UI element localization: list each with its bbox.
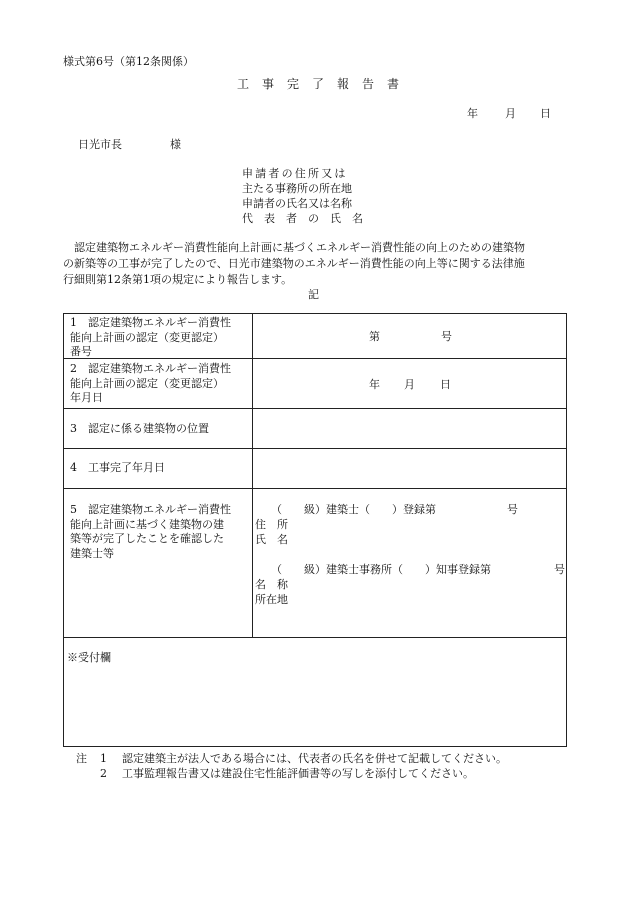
row-divider [64,448,566,449]
row1-go: 号 [441,330,452,343]
row-divider [64,637,566,638]
column-divider [252,314,253,637]
applicant-address-label: 申請者の住所又は [242,167,348,180]
row-divider [64,488,566,489]
note1-number: 1 [100,752,107,765]
note2-number: 2 [100,767,107,780]
row2-label-line1: 2 認定建築物エネルギー消費性 [70,362,231,375]
applicant-name-label: 申請者の氏名又は名称 [242,197,352,210]
row2-day: 日 [440,378,451,391]
office-name-label: 名 称 [255,578,288,591]
row1-label-line1: 1 認定建築物エネルギー消費性 [70,316,231,329]
row5-label-line4: 建築士等 [70,546,114,560]
body-text-line-1: 認定建築物エネルギー消費性能向上計画に基づくエネルギー消費性能の向上のための建築物 [63,241,525,254]
office-registration-line: （ 級）建築士事務所（ ）知事登録第 [271,563,491,576]
addressee-name: 日光市長 [78,138,122,151]
row1-dai: 第 [369,330,380,343]
architect-registration-line: （ 級）建築士（ ）登録第 [271,503,436,516]
note1-text: 認定建築主が法人である場合には、代表者の氏名を併せて記載してください。 [122,752,507,765]
row5-label-line1: 5 認定建築物エネルギー消費性 [70,503,231,516]
ki-heading: 記 [308,288,319,301]
office-location-label: 所在地 [255,593,288,606]
row4-label: 4 工事完了年月日 [70,461,165,474]
addressee-honorific: 様 [170,138,181,151]
architect-address-label: 住 所 [255,518,288,531]
row2-month: 月 [404,378,415,391]
row5-label-line3: 築等が完了したことを確認した [70,532,224,545]
row2-label-line3: 年月日 [70,391,103,404]
body-text-line-3: 行細則第12条第1項の規定により報告します。 [63,273,293,286]
architect-name-label: 氏 名 [255,533,288,546]
row-divider [64,358,566,359]
row1-label-line3: 番号 [70,345,92,358]
row3-label: 3 認定に係る建築物の位置 [70,422,209,435]
row-divider [64,408,566,409]
report-table [63,313,567,747]
applicant-office-label: 主たる事務所の所在地 [242,182,352,195]
notes-label: 注 [76,752,87,765]
body-text-line-2: の新築等の工事が完了したので、日光市建築物のエネルギー消費性能の向上等に関する法律施 [63,257,525,270]
date-day-label: 日 [540,107,551,120]
date-year-label: 年 [467,107,478,120]
row2-label-line2: 能向上計画の認定（変更認定） [70,376,224,390]
office-go: 号 [554,563,565,576]
page-title: 工 事 完 了 報 告 書 [237,77,400,91]
representative-name-label: 代 表 者 の 氏 名 [242,212,363,225]
row2-year: 年 [369,378,380,391]
architect-go: 号 [507,503,518,516]
note2-text: 工事監理報告書又は建設住宅性能評価書等の写しを添付してください。 [122,767,474,780]
row1-label-line2: 能向上計画の認定（変更認定） [70,330,224,344]
date-month-label: 月 [505,107,516,120]
reception-label: ※受付欄 [67,651,111,664]
row5-label-line2: 能向上計画に基づく建築物の建 [70,517,224,531]
form-reference: 様式第6号（第12条関係） [63,55,194,68]
